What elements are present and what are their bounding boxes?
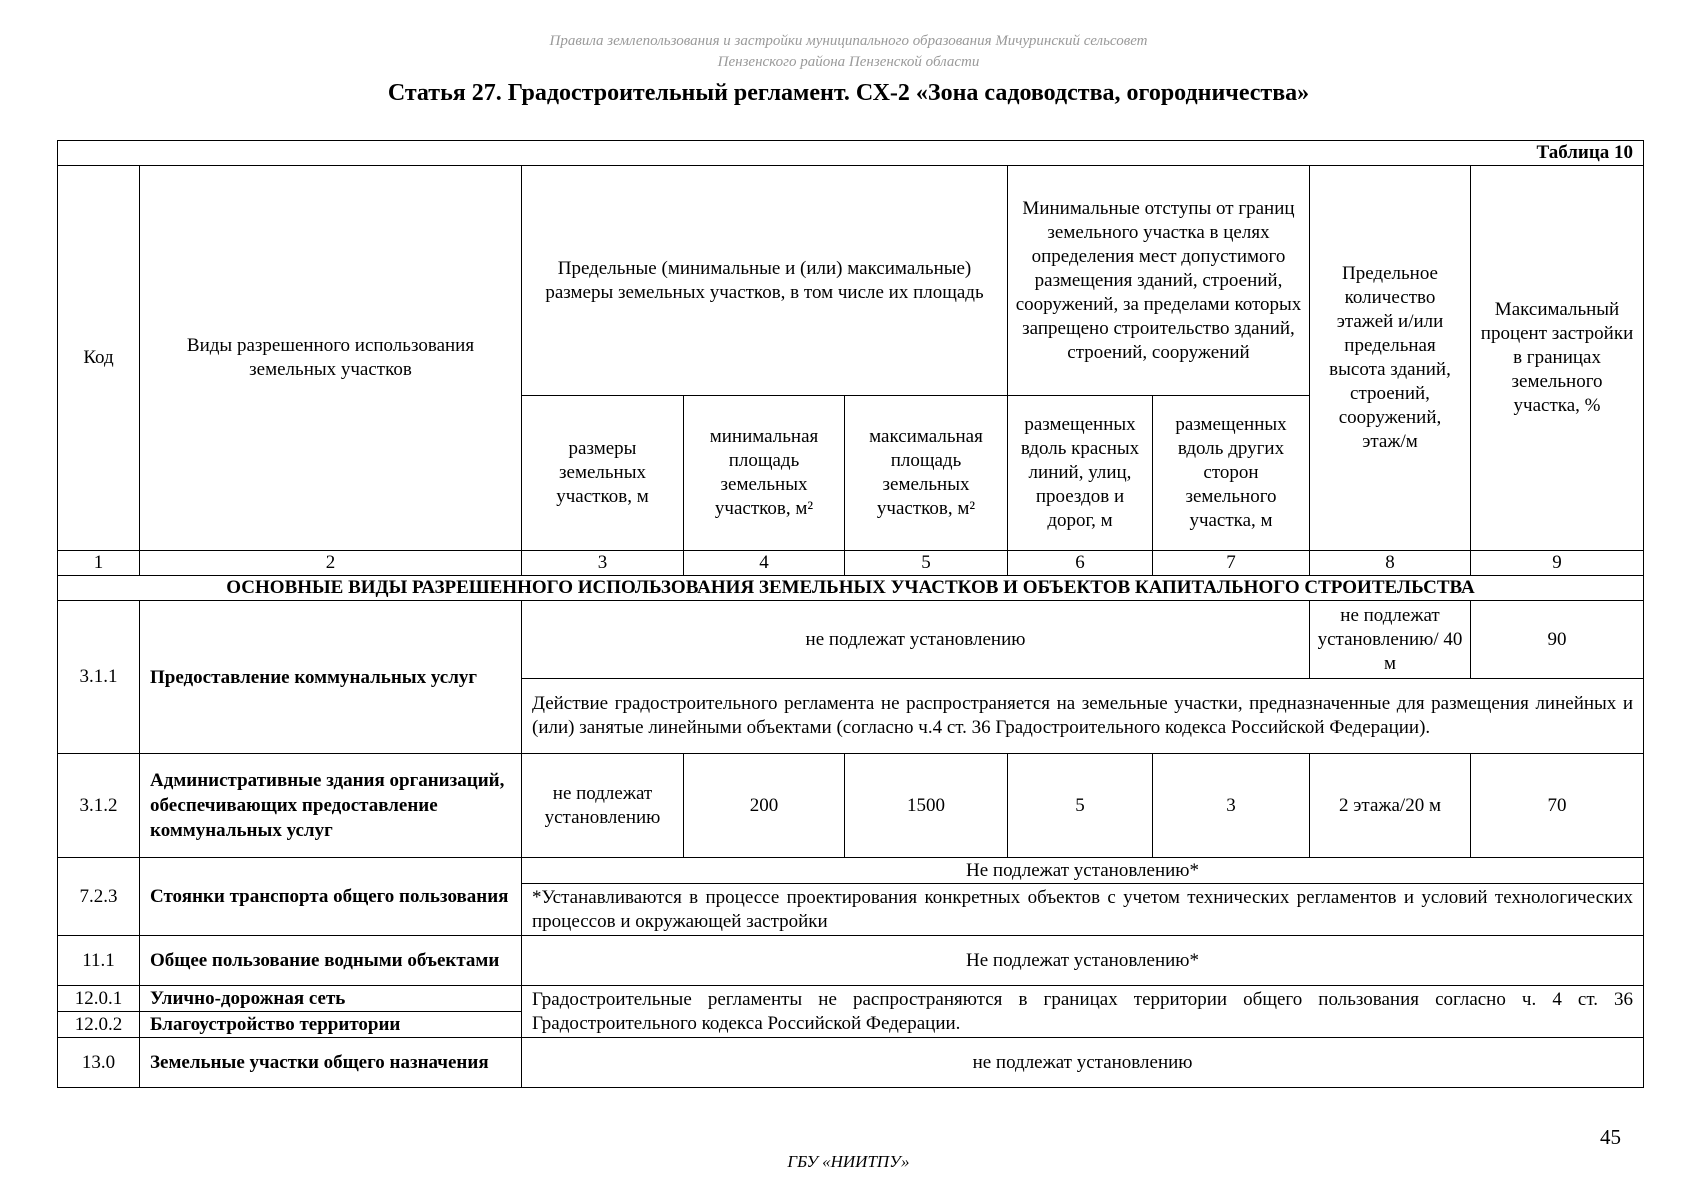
col-number-6: 6 [1008, 551, 1153, 576]
row-params-13-0: не подлежат установлению [522, 1038, 1644, 1088]
header-other-sides: размещенных вдоль других сторон земельного участка, м [1153, 396, 1310, 551]
row-code-7-2-3: 7.2.3 [58, 858, 140, 936]
header-coverage: Максимальный процент застройки в границах земельного участка, % [1471, 166, 1644, 551]
running-header-line-2: Пензенского района Пензенской области [717, 54, 980, 70]
col-number-1: 1 [58, 551, 140, 576]
col-number-5: 5 [845, 551, 1008, 576]
col-number-7: 7 [1153, 551, 1310, 576]
header-sizes: размеры земельных участков, м [522, 396, 684, 551]
row-code-3-1-2: 3.1.2 [58, 754, 140, 858]
row-name-7-2-3: Стоянки транспорта общего пользования [140, 858, 522, 936]
row-params-3-1-1: не подлежат установлению [522, 601, 1310, 679]
row-red-lines-3-1-2: 5 [1008, 754, 1153, 858]
page-number: 45 [1600, 1125, 1621, 1149]
header-setback-group: Минимальные отступы от границ земельного участка в целях определения мест допустимого размещения зданий, строений, сооружений, за пределами которых запрещено строительство зданий, строений, сооружений [1008, 166, 1310, 396]
row-params-7-2-3: Не подлежат установлению* [522, 858, 1644, 884]
col-number-2: 2 [140, 551, 522, 576]
header-red-lines: размещенных вдоль красных линий, улиц, проездов и дорог, м [1008, 396, 1153, 551]
row-note-3-1-1: Действие градостроительного регламента не распространяется на земельные участки, предназначенные для размещения линейных и (или) занятые линейными объектами (согласно ч.4 ст. 36 Градостроительного кодекса Российской Федерации). [522, 679, 1644, 754]
regulation-table [57, 140, 1644, 1088]
table-label: Таблица 10 [58, 141, 1644, 166]
col-number-3: 3 [522, 551, 684, 576]
col-number-9: 9 [1471, 551, 1644, 576]
row-max-area-3-1-2: 1500 [845, 754, 1008, 858]
row-code-11-1: 11.1 [58, 936, 140, 986]
header-min-area: минимальная площадь земельных участков, м² [684, 396, 845, 551]
row-name-3-1-2: Административные здания организаций, обеспечивающих предоставление коммунальных услуг [140, 754, 522, 858]
section-heading: ОСНОВНЫЕ ВИДЫ РАЗРЕШЕННОГО ИСПОЛЬЗОВАНИЯ ЗЕМЕЛЬНЫХ УЧАСТКОВ И ОБЪЕКТОВ КАПИТАЛЬНОГО СТРОИТЕЛЬСТВА [58, 576, 1644, 601]
row-code-12-0-2: 12.0.2 [58, 1012, 140, 1038]
row-min-area-3-1-2: 200 [684, 754, 845, 858]
row-other-sides-3-1-2: 3 [1153, 754, 1310, 858]
article-title: Статья 27. Градостроительный регламент. СХ-2 «Зона садоводства, огородничества» [387, 80, 1310, 106]
header-floors: Предельное количество этажей и/или предельная высота зданий, строений, сооружений, этаж/м [1310, 166, 1471, 551]
row-code-12-0-1: 12.0.1 [58, 986, 140, 1012]
header-max-area: максимальная площадь земельных участков, м² [845, 396, 1008, 551]
row-name-13-0: Земельные участки общего назначения [140, 1038, 522, 1088]
row-coverage-3-1-2: 70 [1471, 754, 1644, 858]
row-note-12-0: Градостроительные регламенты не распространяются в границах территории общего пользования согласно ч. 4 ст. 36 Градостроительного кодекса Российской Федерации. [522, 986, 1644, 1038]
row-name-12-0-1: Улично-дорожная сеть [140, 986, 522, 1012]
footer-organization: ГБУ «НИИТПУ» [787, 1152, 910, 1171]
col-number-8: 8 [1310, 551, 1471, 576]
header-use: Виды разрешенного использования земельных участков [140, 166, 522, 551]
row-name-3-1-1: Предоставление коммунальных услуг [140, 601, 522, 754]
row-name-11-1: Общее пользование водными объектами [140, 936, 522, 986]
col-number-4: 4 [684, 551, 845, 576]
row-sizes-3-1-2: не подлежат установлению [522, 754, 684, 858]
row-code-13-0: 13.0 [58, 1038, 140, 1088]
row-name-12-0-2: Благоустройство территории [140, 1012, 522, 1038]
row-floors-3-1-2: 2 этажа/20 м [1310, 754, 1471, 858]
row-code-3-1-1: 3.1.1 [58, 601, 140, 754]
running-header-line-1: Правила землепользования и застройки муниципального образования Мичуринский сельсовет [549, 33, 1148, 49]
header-code: Код [58, 166, 140, 551]
header-sizes-group: Предельные (минимальные и (или) максимальные) размеры земельных участков, в том числе их площадь [522, 166, 1008, 396]
row-params-11-1: Не подлежат установлению* [522, 936, 1644, 986]
row-floors-3-1-1: не подлежат установлению/ 40 м [1310, 601, 1471, 679]
row-coverage-3-1-1: 90 [1471, 601, 1644, 679]
row-note-7-2-3: *Устанавливаются в процессе проектирования конкретных объектов с учетом технических регламентов и условий технологических процессов и окружающей застройки [522, 884, 1644, 936]
